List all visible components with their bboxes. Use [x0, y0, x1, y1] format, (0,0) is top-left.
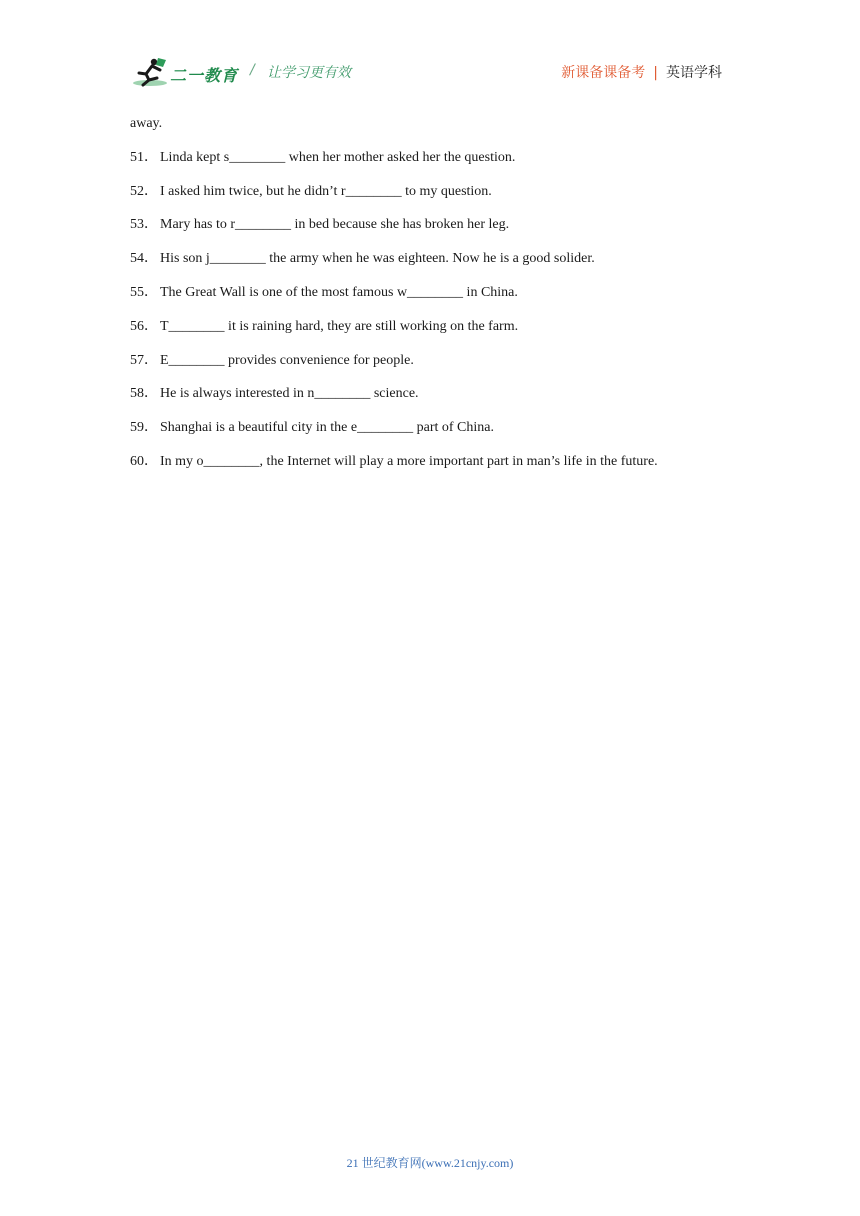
- question-text: Mary has to r________ in bed because she has broken her leg.: [160, 217, 510, 233]
- page-header: [130, 56, 730, 90]
- question-list: [130, 114, 750, 486]
- question-item: [130, 283, 750, 303]
- question-item: [130, 418, 750, 438]
- slogan: 让学习更有效: [267, 65, 351, 81]
- question-item: [130, 351, 750, 371]
- question-number: 54．: [130, 251, 158, 267]
- question-number: 60．: [130, 453, 158, 469]
- question-text: E________ provides convenience for people.: [160, 352, 414, 368]
- question-number: 52．: [130, 183, 158, 199]
- question-text: T________ it is raining hard, they are still working on the farm.: [160, 318, 519, 334]
- question-item: [130, 148, 750, 168]
- question-item: [130, 249, 750, 269]
- question-text: His son j________ the army when he was eighteen. Now he is a good solider.: [160, 251, 595, 267]
- question-number: 57．: [130, 352, 158, 368]
- question-number: 51．: [130, 149, 158, 165]
- question-item: [130, 317, 750, 337]
- question-number: 59．: [130, 420, 158, 436]
- header-separator: |: [653, 65, 658, 81]
- question-text: In my o________, the Internet will play a more important part in man’s life in the future.: [160, 453, 658, 469]
- page-footer: [0, 1154, 860, 1171]
- footer-text[interactable]: 21 世纪教育网(www.21cnjy.com): [346, 1156, 514, 1170]
- question-text: The Great Wall is one of the most famous w________ in China.: [160, 284, 518, 300]
- question-item: [130, 452, 750, 472]
- runner-logo-icon: [130, 56, 170, 90]
- subject-label: 英语学科: [666, 65, 722, 81]
- question-number: 56．: [130, 318, 158, 334]
- question-number: 53．: [130, 217, 158, 233]
- header-right: [561, 62, 722, 82]
- question-item: [130, 182, 750, 202]
- slogan-separator: /: [250, 62, 255, 78]
- continuation-text: away.: [130, 116, 163, 131]
- question-text: He is always interested in n________ science.: [160, 386, 419, 402]
- logo-text: 二一教育: [170, 66, 239, 85]
- course-label: 新课备课备考: [561, 65, 646, 81]
- question-text: I asked him twice, but he didn’t r________ to my question.: [160, 183, 492, 199]
- question-text: Shanghai is a beautiful city in the e________ part of China.: [160, 420, 494, 436]
- question-item: [130, 384, 750, 404]
- question-number: 58．: [130, 386, 158, 402]
- question-item: [130, 215, 750, 235]
- logo: [130, 56, 240, 90]
- question-number: 55．: [130, 284, 158, 300]
- question-text: Linda kept s________ when her mother asked her the question.: [160, 149, 516, 165]
